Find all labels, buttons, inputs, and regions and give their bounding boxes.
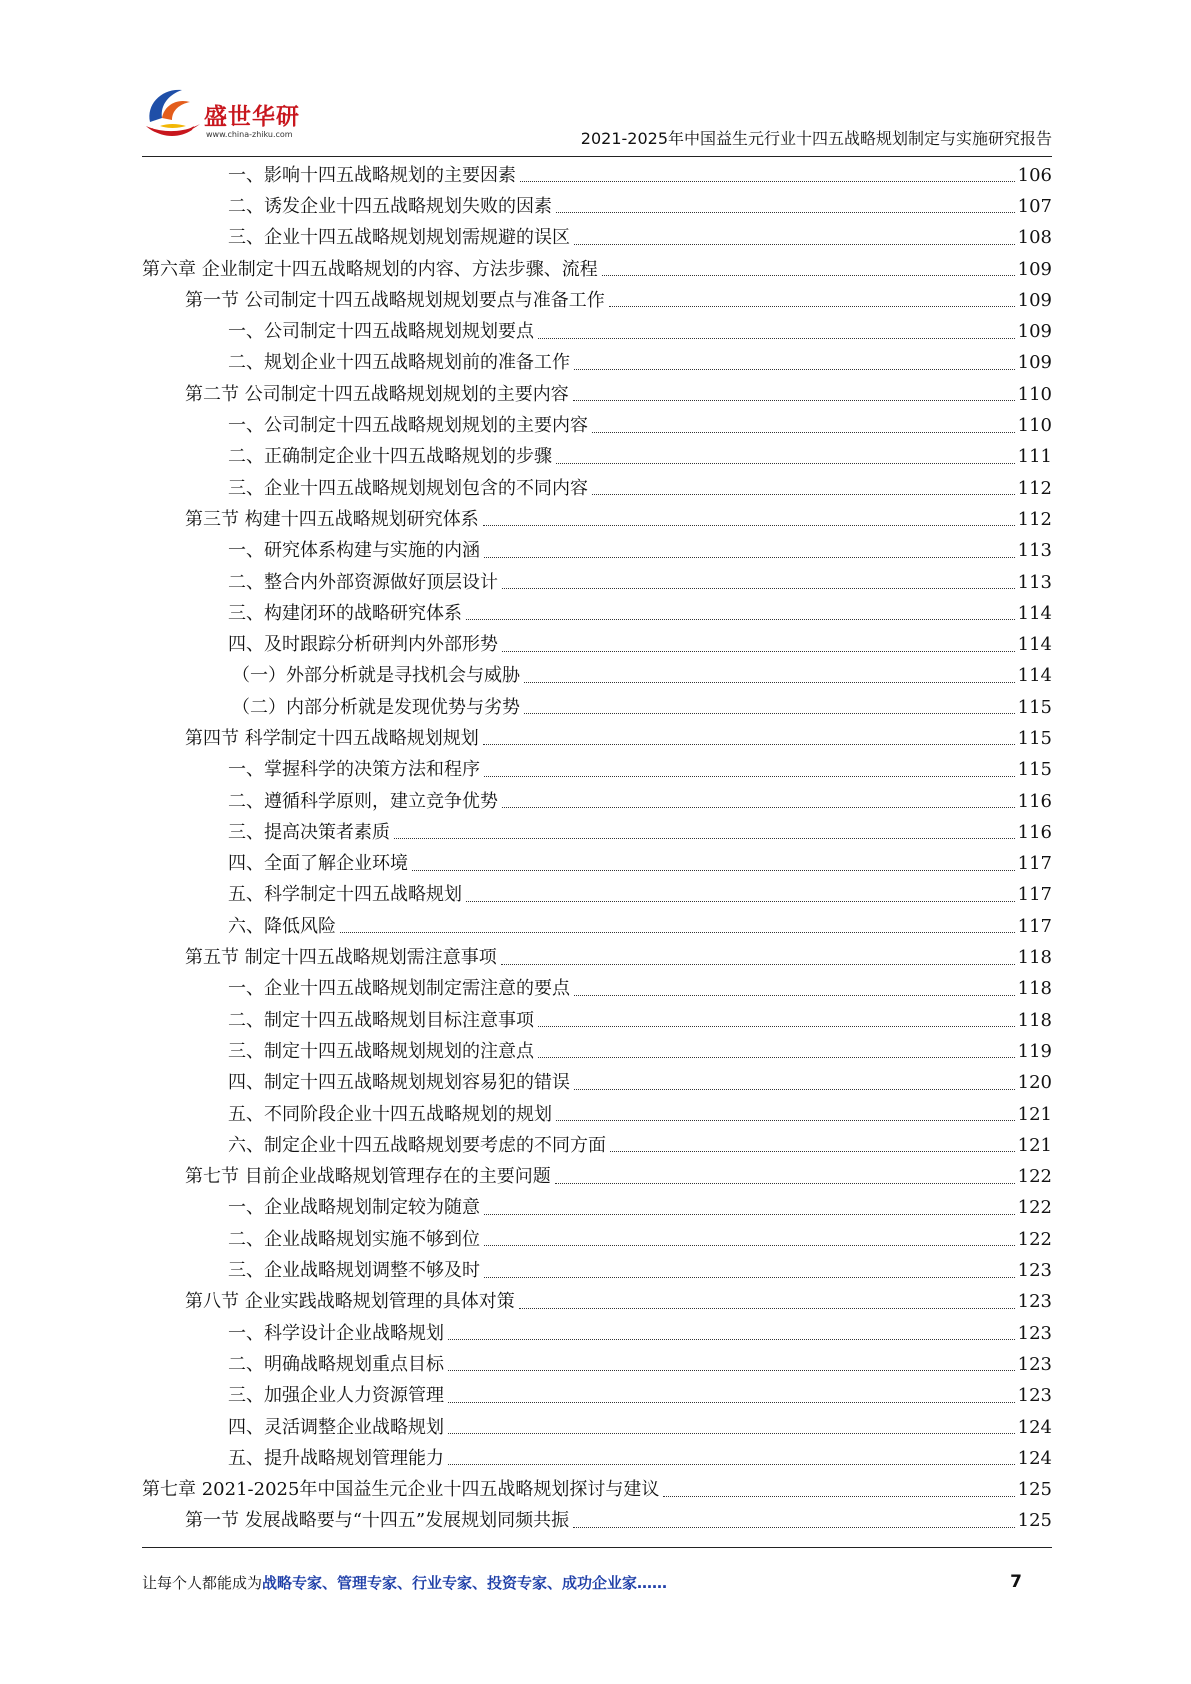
toc-leader-dots bbox=[663, 1496, 1014, 1497]
toc-entry-title: 五、提升战略规划管理能力 bbox=[228, 1447, 444, 1469]
toc-entry[interactable] bbox=[142, 786, 1052, 817]
toc-entry-page: 112 bbox=[1017, 508, 1052, 530]
company-logo bbox=[142, 80, 312, 148]
toc-entry-title: 二、规划企业十四五战略规划前的准备工作 bbox=[228, 352, 570, 374]
toc-entry[interactable] bbox=[142, 942, 1052, 973]
toc-entry-page: 116 bbox=[1017, 790, 1052, 812]
page-header bbox=[142, 80, 1052, 156]
toc-entry-title: 第一节 发展战略要与“十四五”发展规划同频共振 bbox=[185, 1510, 570, 1532]
toc-entry[interactable] bbox=[142, 1349, 1052, 1380]
toc-entry-page: 109 bbox=[1017, 258, 1052, 280]
toc-leader-dots bbox=[574, 369, 1015, 370]
toc-entry-title: （一）外部分析就是寻找机会与威胁 bbox=[232, 665, 520, 687]
toc-entry-title: 三、制定十四五战略规划规划的注意点 bbox=[228, 1040, 534, 1062]
toc-entry[interactable] bbox=[142, 1381, 1052, 1412]
toc-entry[interactable] bbox=[142, 1506, 1052, 1537]
toc-entry[interactable] bbox=[142, 1412, 1052, 1443]
toc-entry-page: 113 bbox=[1017, 571, 1052, 593]
toc-entry[interactable] bbox=[142, 974, 1052, 1005]
logo-url: www.china-zhiku.com bbox=[206, 130, 293, 139]
toc-entry[interactable] bbox=[142, 629, 1052, 660]
footer-divider bbox=[142, 1547, 1052, 1548]
toc-entry-title: 五、科学制定十四五战略规划 bbox=[228, 884, 462, 906]
toc-leader-dots bbox=[394, 838, 1015, 839]
toc-entry-title: 第六章 企业制定十四五战略规划的内容、方法步骤、流程 bbox=[142, 258, 598, 280]
toc-entry[interactable] bbox=[142, 1193, 1052, 1224]
toc-entry[interactable] bbox=[142, 536, 1052, 567]
toc-entry-title: 六、制定企业十四五战略规划要考虑的不同方面 bbox=[228, 1134, 606, 1156]
toc-entry-title: 二、诱发企业十四五战略规划失败的因素 bbox=[228, 195, 552, 217]
toc-entry-title: 四、及时跟踪分析研判内外部形势 bbox=[228, 634, 498, 656]
toc-entry-page: 123 bbox=[1017, 1260, 1052, 1282]
toc-entry[interactable] bbox=[142, 160, 1052, 191]
logo-text: 盛世华研 bbox=[204, 104, 300, 130]
header-divider bbox=[142, 156, 1052, 157]
toc-entry-title: 四、制定十四五战略规划规划容易犯的错误 bbox=[228, 1072, 570, 1094]
toc-leader-dots bbox=[466, 619, 1015, 620]
toc-leader-dots bbox=[538, 338, 1015, 339]
toc-leader-dots bbox=[592, 494, 1015, 495]
toc-entry-title: 一、公司制定十四五战略规划规划的主要内容 bbox=[228, 415, 588, 437]
toc-entry[interactable] bbox=[142, 723, 1052, 754]
toc-leader-dots bbox=[448, 1464, 1015, 1465]
toc-leader-dots bbox=[484, 776, 1015, 777]
toc-entry[interactable] bbox=[142, 1068, 1052, 1099]
toc-entry-page: 107 bbox=[1017, 195, 1052, 217]
toc-entry-page: 106 bbox=[1017, 164, 1052, 186]
toc-entry-page: 120 bbox=[1017, 1072, 1052, 1094]
toc-entry-title: 三、提高决策者素质 bbox=[228, 821, 390, 843]
toc-entry[interactable] bbox=[142, 1287, 1052, 1318]
toc-entry-page: 110 bbox=[1017, 383, 1052, 405]
toc-entry-title: 二、企业战略规划实施不够到位 bbox=[228, 1228, 480, 1250]
toc-leader-dots bbox=[484, 1277, 1015, 1278]
toc-entry-title: 第八节 企业实践战略规划管理的具体对策 bbox=[185, 1291, 515, 1313]
toc-entry-page: 118 bbox=[1017, 1009, 1052, 1031]
toc-entry-page: 118 bbox=[1017, 947, 1052, 969]
toc-entry[interactable] bbox=[142, 285, 1052, 316]
toc-leader-dots bbox=[448, 1402, 1015, 1403]
toc-leader-dots bbox=[574, 995, 1015, 996]
toc-leader-dots bbox=[573, 400, 1015, 401]
toc-entry-page: 117 bbox=[1017, 884, 1052, 906]
toc-entry-title: （二）内部分析就是发现优势与劣势 bbox=[232, 696, 520, 718]
toc-entry[interactable] bbox=[142, 223, 1052, 254]
toc-leader-dots bbox=[524, 713, 1015, 714]
toc-leader-dots bbox=[412, 870, 1015, 871]
toc-entry-page: 122 bbox=[1017, 1166, 1052, 1188]
toc-entry-page: 114 bbox=[1017, 665, 1052, 687]
toc-leader-dots bbox=[340, 932, 1015, 933]
toc-entry-page: 124 bbox=[1017, 1416, 1052, 1438]
toc-entry-title: 一、企业战略规划制定较为随意 bbox=[228, 1197, 480, 1219]
toc-leader-dots bbox=[538, 1057, 1015, 1058]
toc-entry[interactable] bbox=[142, 254, 1052, 285]
table-of-contents bbox=[142, 160, 1052, 1537]
toc-entry-page: 117 bbox=[1017, 915, 1052, 937]
toc-entry-title: 二、正确制定企业十四五战略规划的步骤 bbox=[228, 446, 552, 468]
toc-entry-title: 四、全面了解企业环境 bbox=[228, 853, 408, 875]
toc-entry[interactable] bbox=[142, 1130, 1052, 1161]
toc-entry[interactable] bbox=[142, 316, 1052, 347]
toc-leader-dots bbox=[448, 1339, 1015, 1340]
toc-entry[interactable] bbox=[142, 348, 1052, 379]
toc-entry[interactable] bbox=[142, 1224, 1052, 1255]
toc-leader-dots bbox=[556, 463, 1015, 464]
toc-entry-title: 二、制定十四五战略规划目标注意事项 bbox=[228, 1009, 534, 1031]
toc-leader-dots bbox=[502, 651, 1015, 652]
toc-entry-title: 六、降低风险 bbox=[228, 915, 336, 937]
toc-entry-page: 124 bbox=[1017, 1447, 1052, 1469]
toc-leader-dots bbox=[609, 306, 1015, 307]
toc-entry-title: 一、掌握科学的决策方法和程序 bbox=[228, 759, 480, 781]
toc-entry-title: 第一节 公司制定十四五战略规划规划要点与准备工作 bbox=[185, 289, 605, 311]
toc-leader-dots bbox=[592, 432, 1015, 433]
toc-entry[interactable] bbox=[142, 1162, 1052, 1193]
toc-entry-title: 三、企业十四五战略规划规划需规避的误区 bbox=[228, 227, 570, 249]
toc-entry-page: 114 bbox=[1017, 634, 1052, 656]
toc-leader-dots bbox=[484, 1214, 1015, 1215]
toc-entry-title: 一、企业十四五战略规划制定需注意的要点 bbox=[228, 978, 570, 1000]
toc-entry-title: 第四节 科学制定十四五战略规划规划 bbox=[185, 727, 479, 749]
toc-entry-title: 三、加强企业人力资源管理 bbox=[228, 1385, 444, 1407]
page-footer bbox=[142, 1572, 1052, 1596]
toc-entry-page: 117 bbox=[1017, 853, 1052, 875]
toc-entry-title: 一、公司制定十四五战略规划规划要点 bbox=[228, 321, 534, 343]
toc-leader-dots bbox=[524, 682, 1015, 683]
toc-entry-page: 123 bbox=[1017, 1385, 1052, 1407]
toc-entry-title: 三、企业战略规划调整不够及时 bbox=[228, 1260, 480, 1282]
toc-entry[interactable] bbox=[142, 849, 1052, 880]
toc-entry-title: 二、明确战略规划重点目标 bbox=[228, 1353, 444, 1375]
toc-leader-dots bbox=[483, 525, 1015, 526]
toc-leader-dots bbox=[466, 901, 1015, 902]
toc-entry-title: 二、遵循科学原则，建立竞争优势 bbox=[228, 790, 498, 812]
toc-leader-dots bbox=[602, 275, 1015, 276]
footer-slogan-prefix: 让每个人都能成为 bbox=[142, 1574, 263, 1592]
toc-leader-dots bbox=[574, 244, 1015, 245]
toc-leader-dots bbox=[519, 1308, 1015, 1309]
toc-entry-title: 三、企业十四五战略规划规划包含的不同内容 bbox=[228, 477, 588, 499]
toc-entry-page: 122 bbox=[1017, 1228, 1052, 1250]
toc-entry[interactable] bbox=[142, 504, 1052, 535]
toc-entry-title: 二、整合内外部资源做好顶层设计 bbox=[228, 571, 498, 593]
toc-entry[interactable] bbox=[142, 755, 1052, 786]
toc-leader-dots bbox=[484, 1245, 1015, 1246]
toc-entry-page: 115 bbox=[1017, 759, 1052, 781]
toc-leader-dots bbox=[483, 744, 1015, 745]
toc-leader-dots bbox=[610, 1151, 1015, 1152]
toc-entry[interactable] bbox=[142, 567, 1052, 598]
toc-entry-title: 五、不同阶段企业十四五战略规划的规划 bbox=[228, 1103, 552, 1125]
toc-leader-dots bbox=[502, 588, 1015, 589]
toc-leader-dots bbox=[520, 181, 1015, 182]
toc-entry-page: 115 bbox=[1017, 696, 1052, 718]
toc-entry-page: 118 bbox=[1017, 978, 1052, 1000]
page-number: 7 bbox=[1010, 1572, 1022, 1592]
toc-entry[interactable] bbox=[142, 598, 1052, 629]
toc-entry-page: 121 bbox=[1017, 1103, 1052, 1125]
toc-entry-page: 119 bbox=[1017, 1040, 1052, 1062]
toc-leader-dots bbox=[574, 1089, 1015, 1090]
toc-entry[interactable] bbox=[142, 191, 1052, 222]
toc-entry-page: 123 bbox=[1017, 1291, 1052, 1313]
toc-leader-dots bbox=[502, 807, 1015, 808]
toc-entry-page: 121 bbox=[1017, 1134, 1052, 1156]
toc-entry[interactable] bbox=[142, 379, 1052, 410]
logo-mark-icon bbox=[142, 82, 204, 144]
toc-entry[interactable] bbox=[142, 1474, 1052, 1505]
toc-entry-page: 109 bbox=[1017, 289, 1052, 311]
toc-leader-dots bbox=[448, 1433, 1015, 1434]
toc-leader-dots bbox=[501, 964, 1015, 965]
toc-entry-page: 116 bbox=[1017, 821, 1052, 843]
toc-leader-dots bbox=[556, 1120, 1015, 1121]
toc-entry-title: 第五节 制定十四五战略规划需注意事项 bbox=[185, 947, 497, 969]
toc-entry-page: 125 bbox=[1017, 1479, 1052, 1501]
footer-slogan-highlight: 战略专家、管理专家、行业专家、投资专家、成功企业家…… bbox=[262, 1574, 668, 1592]
toc-leader-dots bbox=[573, 1527, 1015, 1528]
toc-entry-page: 113 bbox=[1017, 540, 1052, 562]
toc-entry-title: 四、灵活调整企业战略规划 bbox=[228, 1416, 444, 1438]
toc-entry-title: 第二节 公司制定十四五战略规划规划的主要内容 bbox=[185, 383, 569, 405]
toc-entry-title: 一、科学设计企业战略规划 bbox=[228, 1322, 444, 1344]
toc-entry-title: 一、研究体系构建与实施的内涵 bbox=[228, 540, 480, 562]
toc-entry-page: 111 bbox=[1017, 446, 1052, 468]
toc-entry[interactable] bbox=[142, 661, 1052, 692]
toc-entry[interactable] bbox=[142, 692, 1052, 723]
toc-entry[interactable] bbox=[142, 442, 1052, 473]
toc-leader-dots bbox=[484, 557, 1015, 558]
toc-entry-page: 112 bbox=[1017, 477, 1052, 499]
toc-entry[interactable] bbox=[142, 410, 1052, 441]
toc-leader-dots bbox=[448, 1370, 1015, 1371]
toc-entry[interactable] bbox=[142, 911, 1052, 942]
toc-entry[interactable] bbox=[142, 880, 1052, 911]
toc-leader-dots bbox=[538, 1026, 1015, 1027]
toc-entry-page: 108 bbox=[1017, 227, 1052, 249]
toc-entry-page: 123 bbox=[1017, 1353, 1052, 1375]
toc-entry-page: 110 bbox=[1017, 415, 1052, 437]
toc-entry-title: 第七章 2021-2025年中国益生元企业十四五战略规划探讨与建议 bbox=[142, 1479, 660, 1501]
toc-entry[interactable] bbox=[142, 1443, 1052, 1474]
toc-entry[interactable] bbox=[142, 817, 1052, 848]
toc-entry-page: 109 bbox=[1017, 352, 1052, 374]
toc-entry-title: 三、构建闭环的战略研究体系 bbox=[228, 602, 462, 624]
toc-entry-page: 109 bbox=[1017, 321, 1052, 343]
report-title: 2021-2025年中国益生元行业十四五战略规划制定与实施研究报告 bbox=[580, 129, 1052, 148]
toc-entry-page: 122 bbox=[1017, 1197, 1052, 1219]
toc-entry-title: 第三节 构建十四五战略规划研究体系 bbox=[185, 508, 479, 530]
toc-leader-dots bbox=[555, 1183, 1015, 1184]
toc-entry[interactable] bbox=[142, 1036, 1052, 1067]
toc-entry[interactable] bbox=[142, 1255, 1052, 1286]
toc-entry-title: 第七节 目前企业战略规划管理存在的主要问题 bbox=[185, 1166, 551, 1188]
toc-entry[interactable] bbox=[142, 1005, 1052, 1036]
toc-entry[interactable] bbox=[142, 473, 1052, 504]
toc-entry[interactable] bbox=[142, 1099, 1052, 1130]
toc-entry-page: 125 bbox=[1017, 1510, 1052, 1532]
toc-entry-page: 115 bbox=[1017, 727, 1052, 749]
toc-leader-dots bbox=[556, 212, 1015, 213]
toc-entry[interactable] bbox=[142, 1318, 1052, 1349]
toc-entry-page: 123 bbox=[1017, 1322, 1052, 1344]
toc-entry-page: 114 bbox=[1017, 602, 1052, 624]
toc-entry-title: 一、影响十四五战略规划的主要因素 bbox=[228, 164, 516, 186]
